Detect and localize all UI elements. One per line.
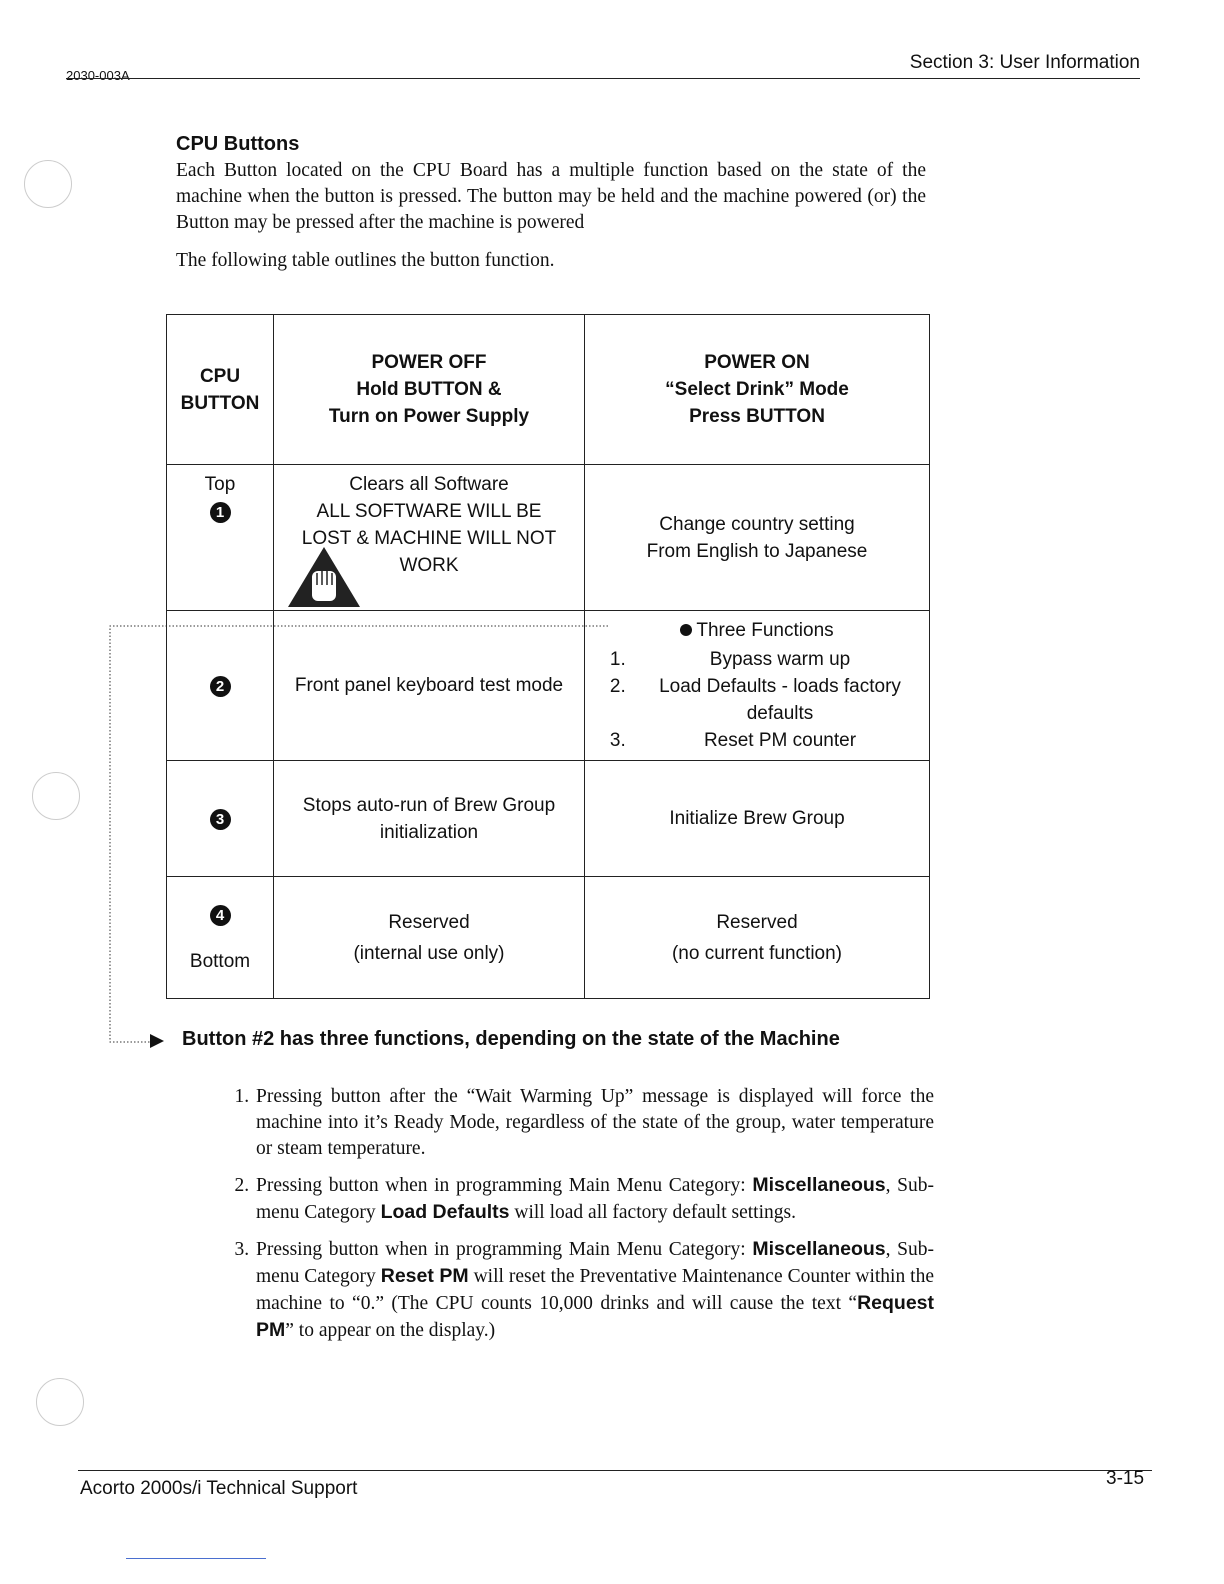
button-cell-2 <box>167 611 274 761</box>
list-item: 2. Pressing button when in programming Main Menu Category: Miscellaneous, Sub-menu Category Load Defaults will load all factory default settings. <box>254 1172 934 1226</box>
list-item: 3. Reset PM counter <box>631 727 919 754</box>
list-item: 1. Pressing button after the “Wait Warming Up” message is displayed will force the machine into it’s Ready Mode, regardless of the state of the group, water temperature or steam temperature. <box>254 1084 934 1162</box>
notes-list <box>218 1084 934 1354</box>
table-row <box>167 465 930 611</box>
table-intro: The following table outlines the button function. <box>176 250 555 271</box>
bullet-icon <box>680 624 692 636</box>
button-number-3-icon: 3 <box>210 809 231 830</box>
power-on-cell-4: Reserved (no current function) <box>585 877 930 999</box>
power-on-cell-1: Change country setting From English to Japanese <box>585 465 930 611</box>
button-position-label: Bottom <box>189 950 251 972</box>
function-list <box>595 646 919 754</box>
section-heading: Section 3: User Information <box>909 52 1140 73</box>
table-row <box>167 877 930 999</box>
page-number: 3-15 <box>1106 1468 1145 1489</box>
button-position-label: Top <box>204 474 236 495</box>
header-power-on: POWER ON “Select Drink” Mode Press BUTTON <box>585 315 930 465</box>
list-item: 2. Load Defaults - loads factory defaults <box>631 673 919 727</box>
callout-heading: Button #2 has three functions, depending on the state of the Machine <box>182 1028 840 1050</box>
button-number-4-icon: 4 <box>210 905 231 926</box>
table-row <box>167 761 930 877</box>
punch-hole-top <box>24 160 72 208</box>
punch-hole-bottom <box>36 1378 84 1426</box>
arrow-right-icon <box>150 1034 164 1048</box>
scan-artifact-line <box>126 1558 266 1559</box>
warning-hand-icon <box>286 545 362 609</box>
header-rule <box>66 78 1140 79</box>
power-off-cell-1: Clears all Software ALL SOFTWARE WILL BE LOST & MACHINE WILL NOT WORK <box>274 465 585 611</box>
button-cell-1 <box>167 465 274 611</box>
table-row <box>167 611 930 761</box>
header-cpu-button: CPU BUTTON <box>167 315 274 465</box>
power-off-cell-3: Stops auto-run of Brew Group initialization <box>274 761 585 877</box>
footer-title: Acorto 2000s/i Technical Support <box>80 1478 358 1499</box>
button-function-table <box>166 314 930 999</box>
button-cell-4 <box>167 877 274 999</box>
page-title: CPU Buttons <box>176 133 300 155</box>
power-on-cell-3: Initialize Brew Group <box>585 761 930 877</box>
power-off-cell-2: Front panel keyboard test mode <box>274 611 585 761</box>
header-power-off: POWER OFF Hold BUTTON & Turn on Power Supply <box>274 315 585 465</box>
power-on-cell-2: Three Functions 1. Bypass warm up 2. Load Defaults - loads factory defaults 3. Reset PM counter <box>585 611 930 761</box>
footer-rule <box>78 1470 1152 1471</box>
power-off-cell-4: Reserved (internal use only) <box>274 877 585 999</box>
button-cell-3 <box>167 761 274 877</box>
button-number-2-icon: 2 <box>210 676 231 697</box>
intro-paragraph: Each Button located on the CPU Board has a multiple function based on the state of the machine when the button is pressed. The button may be held and the machine powered (or) the Button may be pressed after the machine is powered <box>176 160 926 233</box>
list-item: 1. Bypass warm up <box>631 646 919 673</box>
button-number-1-icon: 1 <box>210 502 231 523</box>
document-number: 2030-003A <box>66 68 130 83</box>
list-item: 3. Pressing button when in programming Main Menu Category: Miscellaneous, Sub-menu Category Reset PM will reset the Preventative Maintenance Counter within the machine to “0.” (The CPU counts 10,000 drinks and will cause the text “Request PM” to appear on the display.) <box>254 1236 934 1344</box>
punch-hole-middle <box>32 772 80 820</box>
table-header-row <box>167 315 930 465</box>
